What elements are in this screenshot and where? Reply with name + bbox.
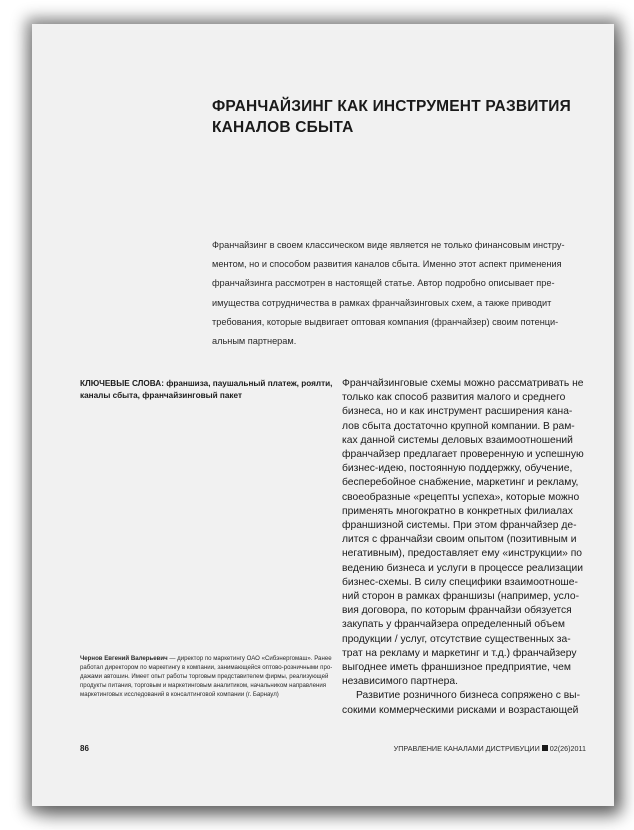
body-line: применять многократно в конкретных филиалах xyxy=(342,505,573,517)
journal-footer xyxy=(394,744,586,753)
issue-number: 02(26)2011 xyxy=(549,744,586,753)
body-line: лится с франчайзи своим опытом (позитивным и xyxy=(342,534,577,546)
body-line: только как способ развития малого и среднего xyxy=(342,392,566,404)
body-line: франшизной системы. При этом франчайзер де- xyxy=(342,520,577,532)
author-bio xyxy=(80,655,342,700)
page-content xyxy=(32,24,614,806)
body-line: выгоднее иметь франшизное предприятие, чем xyxy=(342,662,571,674)
author-bio-line: продукты питания, торговым и маркетинговым аналитиком, начальником направления xyxy=(80,681,327,689)
body-line: продукции / услуг, отсутствие существенных за- xyxy=(342,633,571,645)
body-line: Франчайзинговые схемы можно рассматривать не xyxy=(342,378,584,389)
body-line: лов сбыта достаточно крупной компании. В рам- xyxy=(342,420,575,432)
article-title-line: ФРАНЧАЙЗИНГ КАК ИНСТРУМЕНТ РАЗВИТИЯ xyxy=(212,98,571,115)
article-body xyxy=(342,377,607,718)
author-bio-line: дажами автошин. Имеет опыт работы торговым представителем фирмы, реализующей xyxy=(80,672,329,680)
lead-line: франчайзинга рассмотрен в настоящей статье. Автор подробно описывает пре- xyxy=(212,278,555,289)
body-line: закупать у франчайзера определенный объем xyxy=(342,619,565,631)
body-line: трат на рекламу и маркетинг и т.д.) франчайзеру xyxy=(342,647,577,659)
magazine-page xyxy=(32,24,614,806)
square-bullet-icon xyxy=(542,745,548,751)
article-title xyxy=(212,96,592,138)
body-line: бизнеса, но и как инструмент расширения кана- xyxy=(342,406,573,418)
body-line: негативным), предоставляет ему «инструкции» по xyxy=(342,548,583,560)
body-line: франчайзер предлагает проверенную и успешную xyxy=(342,449,584,461)
body-line: своеобразные «рецепты успеха», которые можно xyxy=(342,491,580,503)
body-line: ках данной системы деловых взаимоотношений xyxy=(342,434,573,446)
body-line: сокими коммерческими рисками и возрастающей xyxy=(342,704,579,716)
body-line: бизнес-идею, постоянную поддержку, обучение, xyxy=(342,463,573,475)
author-bio-line xyxy=(80,655,342,664)
body-line: Развитие розничного бизнеса сопряжено с вы- xyxy=(356,690,580,702)
lead-line: имущества сотрудничества в рамках франчайзинговых схем, а также приводит xyxy=(212,297,552,308)
body-line: бесперебойное снабжение, маркетинг и рекламу, xyxy=(342,477,579,489)
author-bio-text: — директор по маркетингу ОАО «Сибэнергомаш». Ранее xyxy=(167,655,332,662)
author-name: Чернов Евгений Валерьевич xyxy=(80,655,168,662)
body-line: ний сторон в рамках франшизы (например, усло- xyxy=(342,591,580,603)
body-line: ведению бизнеса и услуги в процессе реализации xyxy=(342,562,583,574)
lead-line: Франчайзинг в своем классическом виде является не только финансовым инстру- xyxy=(212,240,565,250)
lead-line: требования, которые выдвигает оптовая компания (франчайзер) своим потенци- xyxy=(212,316,559,327)
lead-line: альным партнерам. xyxy=(212,336,297,347)
article-title-line: КАНАЛОВ СБЫТА xyxy=(212,119,354,136)
article-lead xyxy=(212,236,594,351)
keywords-line: каналы сбыта, франчайзинговый пакет xyxy=(80,390,242,400)
keywords-line: КЛЮЧЕВЫЕ СЛОВА: франшиза, паушальный платеж, роялти, xyxy=(80,379,333,388)
lead-line: ментом, но и способом развития каналов сбыта. Именно этот аспект применения xyxy=(212,259,562,270)
author-bio-line: работал директором по маркетингу в компании, занимающейся оптово-розничными про- xyxy=(80,663,333,671)
body-line: вия договора, по которым франчайзи обязуется xyxy=(342,605,572,617)
body-line: бизнес-схемы. В силу специфики взаимоотноше- xyxy=(342,576,578,588)
page-number: 86 xyxy=(80,744,89,753)
keywords-block xyxy=(80,378,342,401)
body-line: независимого партнера. xyxy=(342,676,458,688)
journal-name: УПРАВЛЕНИЕ КАНАЛАМИ ДИСТРИБУЦИИ xyxy=(393,744,540,753)
author-bio-line: маркетинговых исследований в консалтинговой компании (г. Барнаул) xyxy=(80,690,279,698)
